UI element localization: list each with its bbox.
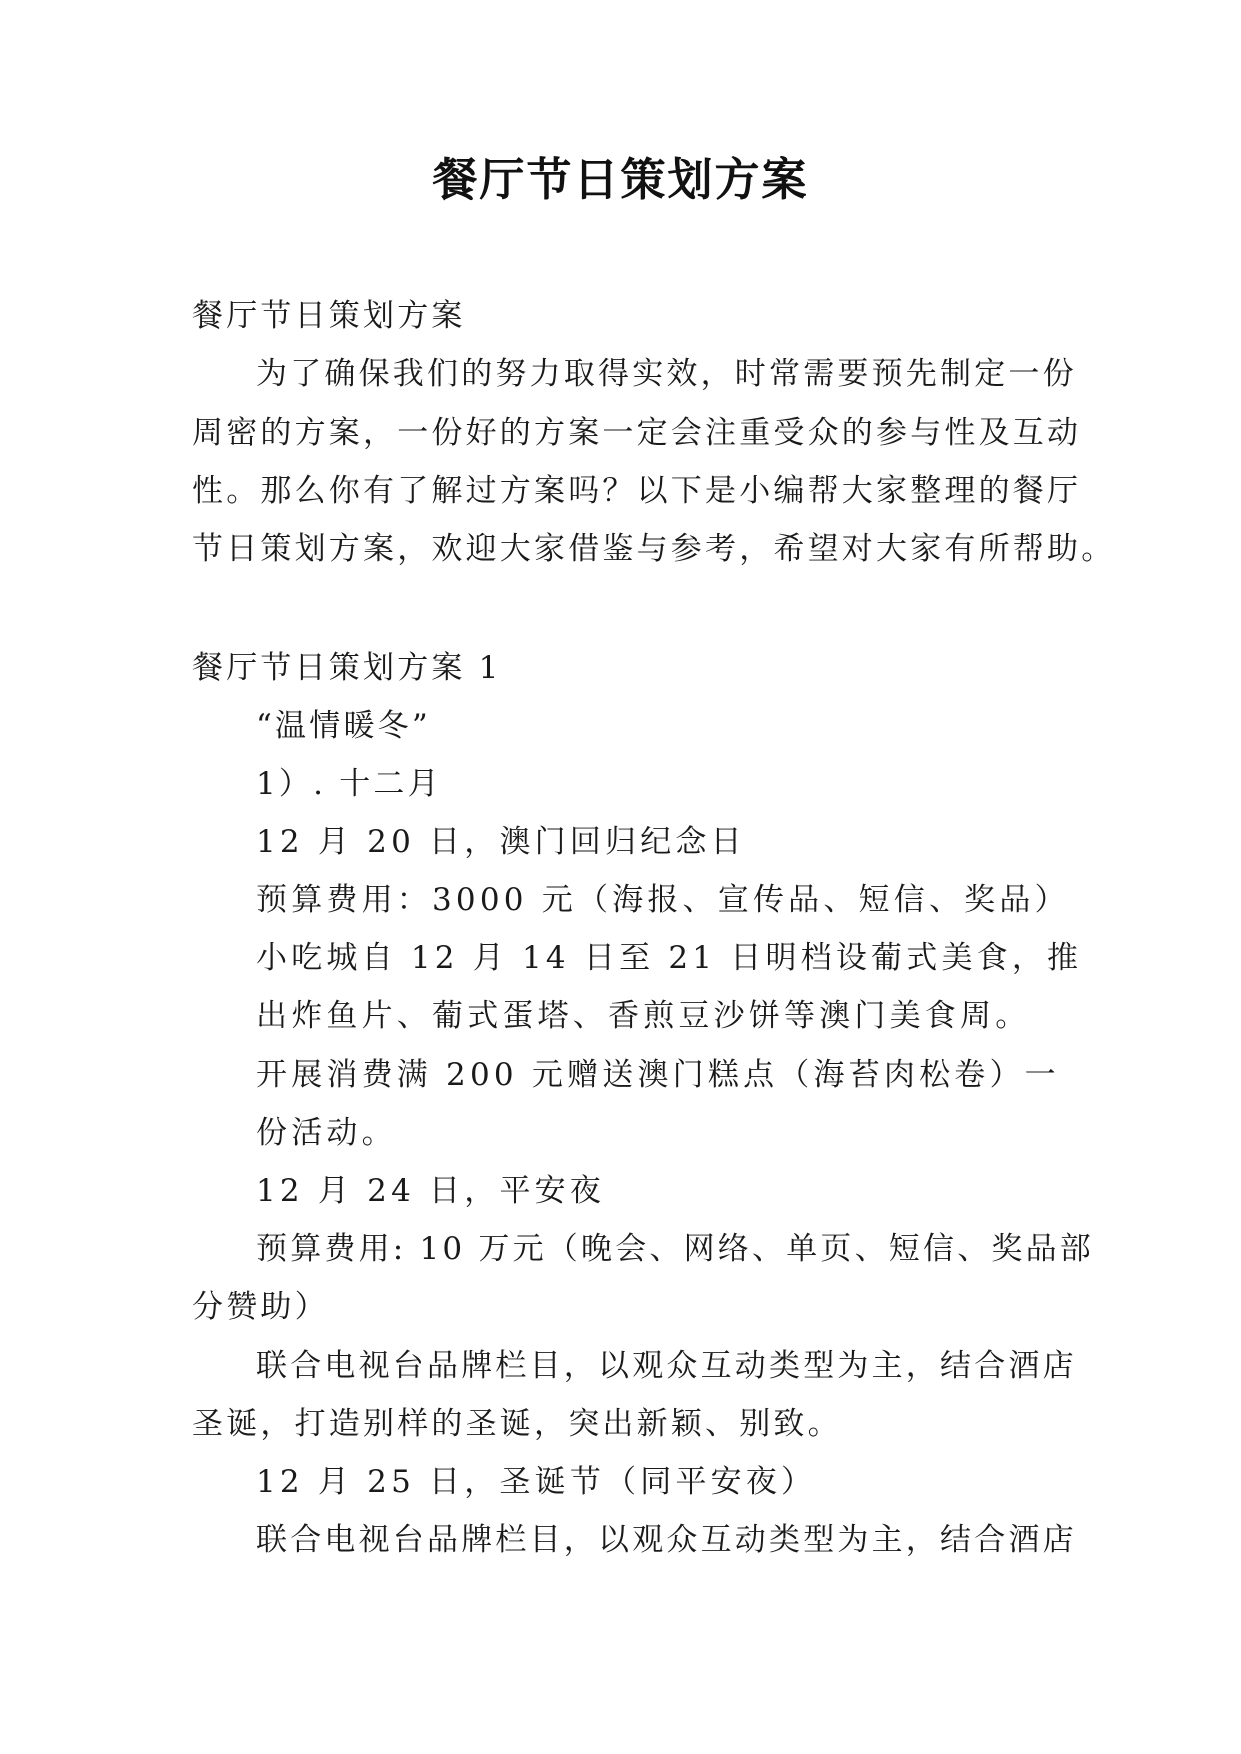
doc-line-tv-1: 联合电视台品牌栏目，以观众互动类型为主，结合酒店 bbox=[256, 1348, 1077, 1384]
doc-line-intro-4: 节日策划方案，欢迎大家借鉴与参考，希望对大家有所帮助。 bbox=[192, 531, 1116, 567]
doc-line-section-heading: 餐厅节日策划方案 1 bbox=[192, 650, 502, 686]
doc-line-intro-3: 性。那么你有了解过方案吗？以下是小编帮大家整理的餐厅 bbox=[192, 473, 1082, 509]
doc-line-date-dec25: 12 月 25 日，圣诞节（同平安夜） bbox=[256, 1464, 817, 1500]
doc-line-date-dec20: 12 月 20 日，澳门回归纪念日 bbox=[256, 824, 746, 860]
doc-line-promo-2: 份活动。 bbox=[256, 1115, 397, 1151]
doc-line-budget-1: 预算费用：3000 元（海报、宣传品、短信、奖品） bbox=[256, 882, 1070, 918]
doc-line-intro-1: 为了确保我们的努力取得实效，时常需要预先制定一份 bbox=[256, 356, 1077, 392]
doc-line-intro-2: 周密的方案，一份好的方案一定会注重受众的参与性及互动 bbox=[192, 415, 1082, 451]
doc-line-budget-2: 预算费用: 10 万元（晚会、网络、单页、短信、奖品部 bbox=[256, 1231, 1094, 1267]
doc-line-subtitle: 餐厅节日策划方案 bbox=[192, 298, 466, 334]
doc-line-date-dec24: 12 月 24 日，平安夜 bbox=[256, 1173, 606, 1209]
doc-line-month: 1）. 十二月 bbox=[256, 766, 442, 802]
doc-line-snack-2: 出炸鱼片、葡式蛋塔、香煎豆沙饼等澳门美食周。 bbox=[256, 998, 1031, 1034]
doc-line-tv-3: 联合电视台品牌栏目，以观众互动类型为主，结合酒店 bbox=[256, 1522, 1077, 1558]
document-title: 餐厅节日策划方案 bbox=[432, 153, 809, 206]
doc-line-theme: “温情暖冬” bbox=[256, 708, 431, 744]
doc-line-promo-1: 开展消费满 200 元赠送澳门糕点（海苔肉松卷）一 bbox=[256, 1057, 1060, 1093]
doc-line-tv-2: 圣诞，打造别样的圣诞，突出新颖、别致。 bbox=[192, 1406, 842, 1442]
doc-line-budget-2-cont: 分赞助） bbox=[192, 1289, 329, 1325]
doc-line-snack-1: 小吃城自 12 月 14 日至 21 日明档设葡式美食，推 bbox=[256, 940, 1083, 976]
